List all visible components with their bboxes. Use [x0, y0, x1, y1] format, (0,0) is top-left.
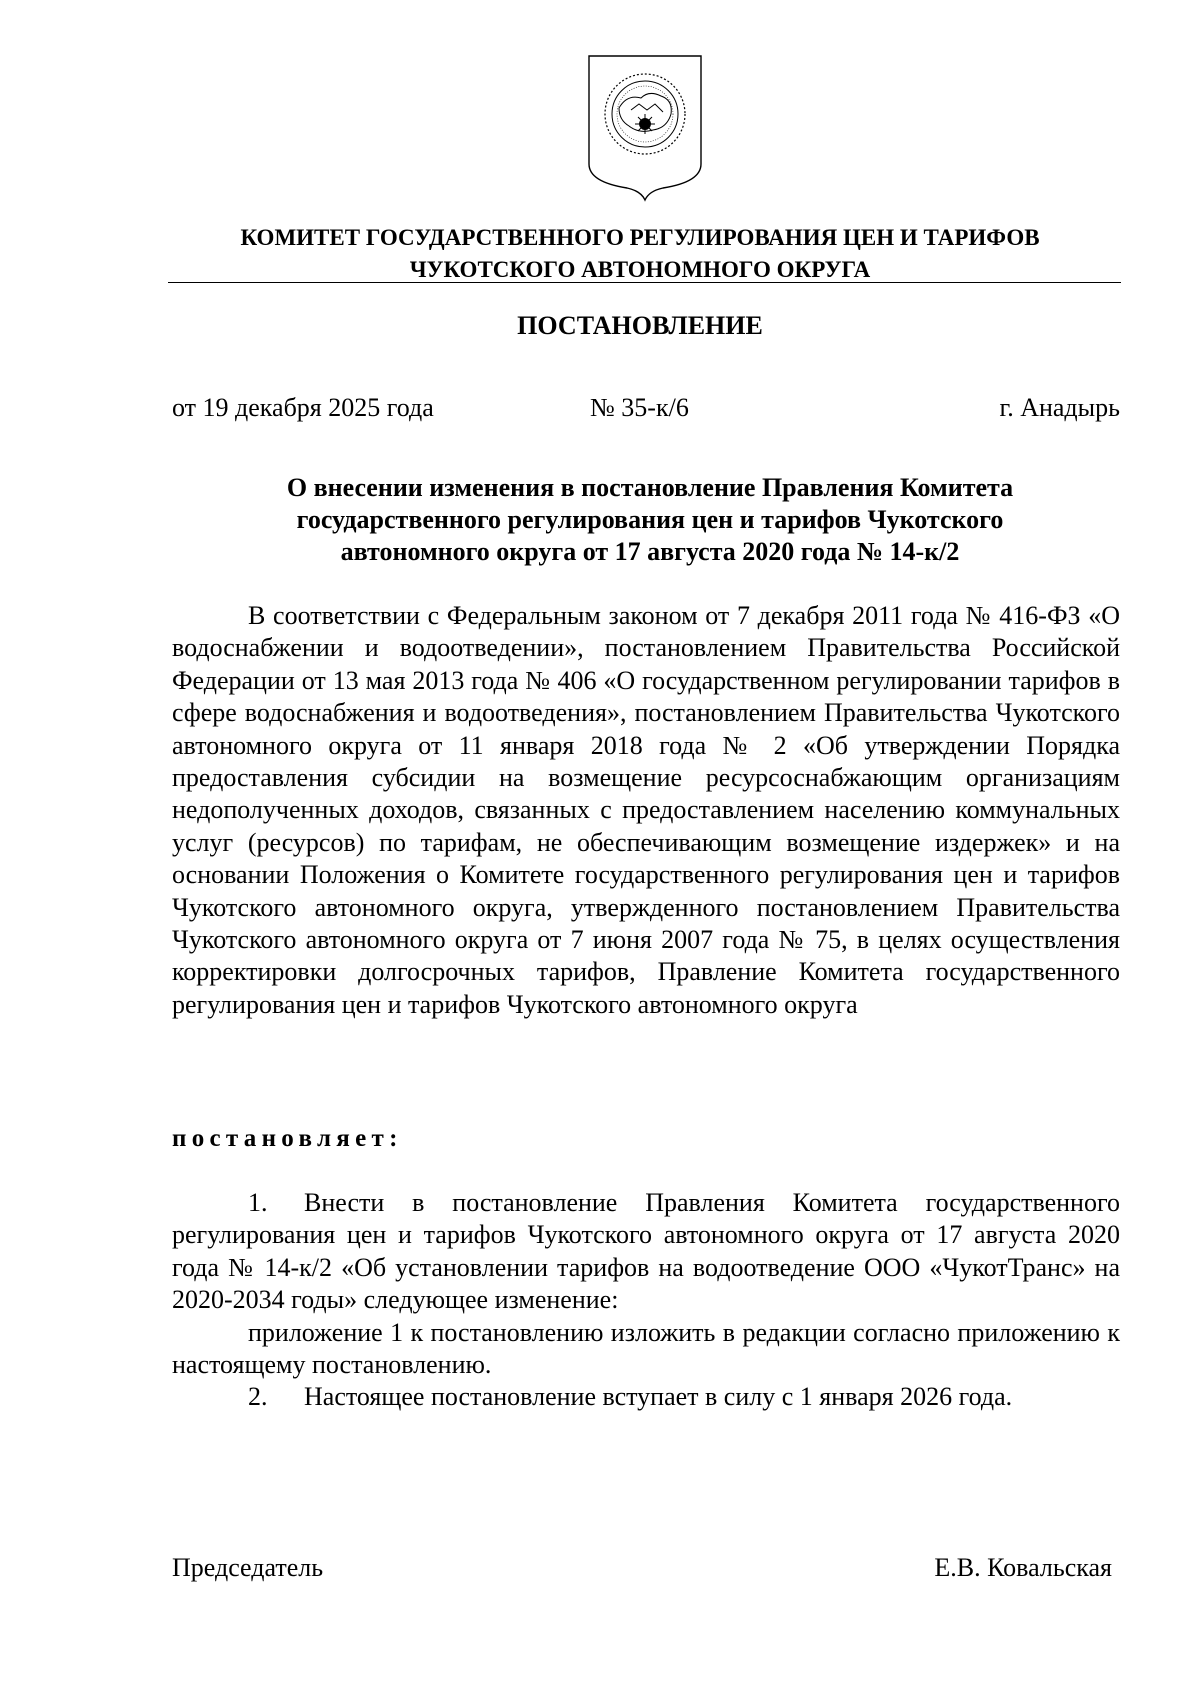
decree-word: постановляет: [172, 1125, 403, 1152]
organization-name-line1: КОМИТЕТ ГОСУДАРСТВЕННОГО РЕГУЛИРОВАНИЯ ЦЕН И ТАРИФОВ [240, 225, 1040, 250]
title-line3: автономного округа от 17 августа 2020 года № 14-к/2 [340, 537, 960, 566]
item-text: приложение 1 к постановлению изложить в редакции согласно приложению к настоящему постановлению. [172, 1317, 1120, 1380]
resolution-item [172, 1381, 1120, 1413]
document-number: № 35-к/6 [590, 393, 689, 422]
organization-name-line2: ЧУКОТСКОГО АВТОНОМНОГО ОКРУГА [409, 257, 871, 282]
document-place: г. Анадырь [999, 393, 1120, 422]
header-divider [168, 282, 1121, 283]
coat-of-arms-emblem [583, 52, 707, 202]
item-number: 2. [248, 1382, 268, 1412]
document-title [160, 472, 1140, 568]
title-line2: государственного регулирования цен и тарифов Чукотского [296, 505, 1004, 534]
issuing-organization [160, 222, 1120, 286]
item-number: 1. [248, 1188, 268, 1217]
signatory-position: Председатель [172, 1553, 324, 1582]
resolution-items [172, 1187, 1120, 1414]
document-date: от 19 декабря 2025 года [172, 393, 434, 422]
resolution-item [172, 1317, 1120, 1382]
preamble-paragraph: В соответствии с Федеральным законом от 7 декабря 2011 года № 416-ФЗ «О водоснабжении и водоотведении», постановлением Правительства Российской Федерации от 13 мая 2013 года № 406 «О государственном регулировании тарифов в сфере водоснабжения и водоотведения», постановлением Правительства Чукотского автономного округа от 11 января 2018 года № 2 «Об утверждении Порядка предоставления субсидии на возмещение ресурсоснабжающим организациям недополученных доходов, связанных с предоставлением населению коммунальных услуг (ресурсов) по тарифам, не обеспечивающим возмещение издержек» и на основании Положения о Комитете государственного регулирования цен и тарифов Чукотского автономного округа, утвержденного постановлением Правительства Чукотского автономного округа от 7 июня 2007 года № 75, в целях осуществления корректировки долгосрочных тарифов, Правление Комитета государственного регулирования цен и тарифов Чукотского автономного округа [172, 601, 1120, 1019]
resolution-item [172, 1187, 1120, 1317]
item-text: Настоящее постановление вступает в силу с 1 января 2026 года. [304, 1382, 1013, 1412]
signatory-name: Е.В. Ковальская [934, 1553, 1112, 1582]
title-line1: О внесении изменения в постановление Правления Комитета [286, 473, 1014, 502]
document-type: ПОСТАНОВЛЕНИЕ [517, 311, 763, 340]
item-text: Внести в постановление Правления Комитета государственного регулирования цен и тарифов Чукотского автономного округа от 17 августа 2020 года № 14-к/2 «Об установлении тарифов на водоотведение ООО «ЧукотТранс» на 2020-2034 годы» следующее изменение: [172, 1188, 1120, 1315]
